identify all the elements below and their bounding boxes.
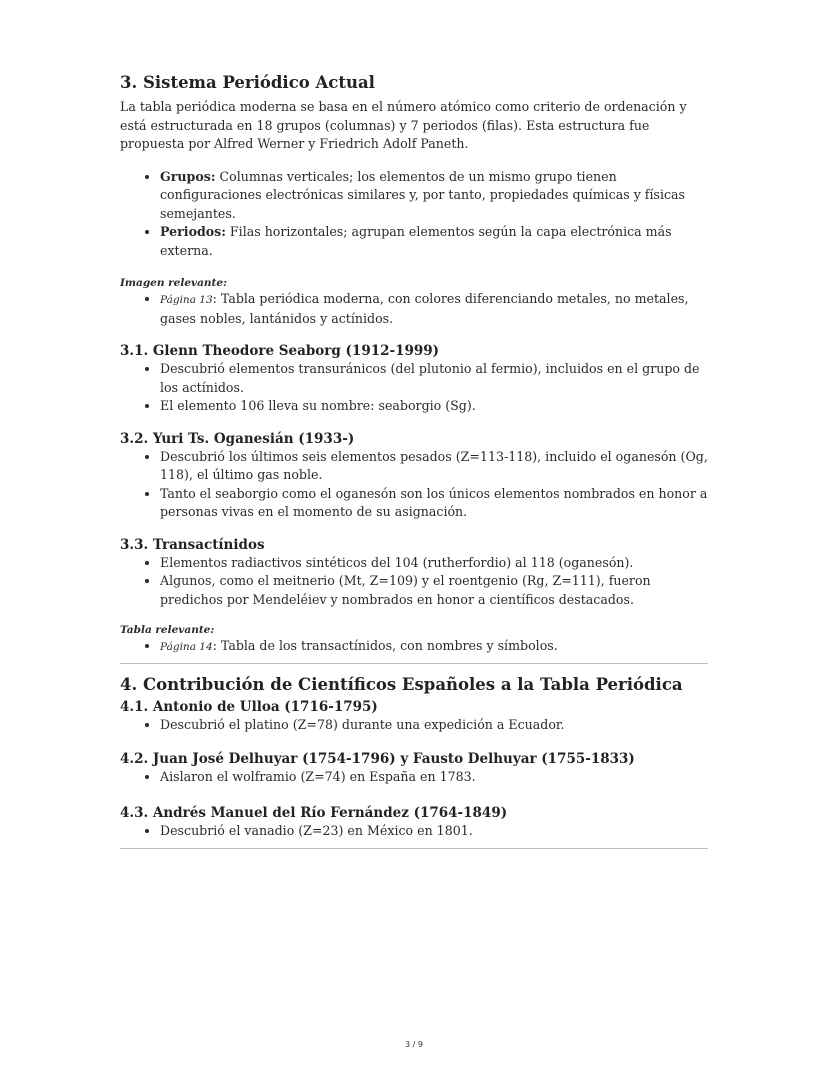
subsection-3-3-title: 3.3. Transactínidos [120, 536, 265, 553]
table-relevant-label: Tabla relevante: [120, 624, 215, 636]
list-item: • Descubrió el platino (Z=78) durante una expedición a Ecuador. [160, 716, 708, 735]
list-item [160, 290, 708, 328]
bullet-text: Filas horizontales; agrupan elementos según la capa electrónica más externa. [160, 224, 672, 258]
subsection-4-3-title: 4.3. Andrés Manuel del Río Fernández (1764-1849) [120, 804, 508, 821]
subsection-4-2-title: 4.2. Juan José Delhuyar (1754-1796) y Fausto Delhuyar (1755-1833) [120, 751, 635, 767]
bullet-term: Grupos: [160, 168, 216, 184]
subsection-3-1-list [120, 360, 708, 416]
image-description: : Tabla periódica moderna, con colores diferenciando metales, no metales, gases nobles, lantánidos y actínidos. [160, 291, 689, 326]
document-content [120, 72, 708, 849]
section-divider [120, 848, 708, 849]
table-description: : Tabla de los transactínidos, con nombres y símbolos. [212, 638, 558, 653]
list-item [160, 223, 708, 260]
subsection-3-1-title: 3.1. Glenn Theodore Seaborg (1912-1999) [120, 343, 440, 359]
subsection-3-2-title: 3.2. Yuri Ts. Oganesián (1933-) [120, 430, 355, 447]
page-indicator: 3 / 9 [405, 1040, 423, 1049]
list-item: • Tanto el seaborgio como el oganesón son los únicos elementos nombrados en honor a personas vivas en el momento de su asignación. [160, 485, 708, 522]
section-3-intro: La tabla periódica moderna se basa en el número atómico como criterio de ordenación y está estructurada en 18 grupos (columnas) y 7 periodos (filas). Esta estructura fue propuesta por Alfred Werner y Friedrich Adolf Paneth. [120, 99, 687, 151]
list-item: • Aislaron el wolframio (Z=74) en España en 1783. [160, 768, 708, 787]
list-item: • Descubrió elementos transuránicos (del plutonio al fermio), incluidos en el grupo de los actínidos. [160, 360, 708, 397]
subsection-4-1-list [120, 716, 708, 735]
subsection-3-3-list [120, 554, 708, 610]
table-relevant-list [120, 637, 708, 657]
page-reference: Página 13 [160, 294, 213, 306]
section-3-bullets [120, 168, 708, 261]
section-3-title: 3. Sistema Periódico Actual [120, 73, 375, 92]
subsection-4-2-list [120, 768, 708, 787]
bullet-term: Periodos: [160, 224, 226, 239]
list-item: • Elementos radiactivos sintéticos del 104 (rutherfordio) al 118 (oganesón). [160, 554, 708, 573]
bullet-text: Columnas verticales; los elementos de un mismo grupo tienen configuraciones electrónicas similares y, por tanto, propiedades químicas y físicas semejantes. [160, 168, 686, 221]
image-relevant-list [120, 290, 708, 328]
page-reference: Página 14 [160, 641, 213, 653]
section-divider [120, 663, 708, 664]
image-relevant-label: Imagen relevante: [120, 277, 227, 289]
section-4-title: 4. Contribución de Científicos Españoles a la Tabla Periódica [120, 674, 683, 694]
list-item: • Descubrió los últimos seis elementos pesados (Z=113-118), incluido el oganesón (Og, 118), el último gas noble. [160, 448, 708, 485]
list-item: • Algunos, como el meitnerio (Mt, Z=109) y el roentgenio (Rg, Z=111), fueron predichos por Mendeléiev y nombrados en honor a científicos destacados. [160, 572, 708, 609]
subsection-4-1-title: 4.1. Antonio de Ulloa (1716-1795) [120, 698, 378, 715]
list-item: • Descubrió el vanadio (Z=23) en México en 1801. [160, 822, 708, 841]
list-item [160, 637, 708, 657]
list-item: • El elemento 106 lleva su nombre: seaborgio (Sg). [160, 397, 708, 416]
subsection-4-3-list [120, 822, 708, 841]
subsection-3-2-list [120, 448, 708, 522]
list-item [160, 168, 708, 224]
